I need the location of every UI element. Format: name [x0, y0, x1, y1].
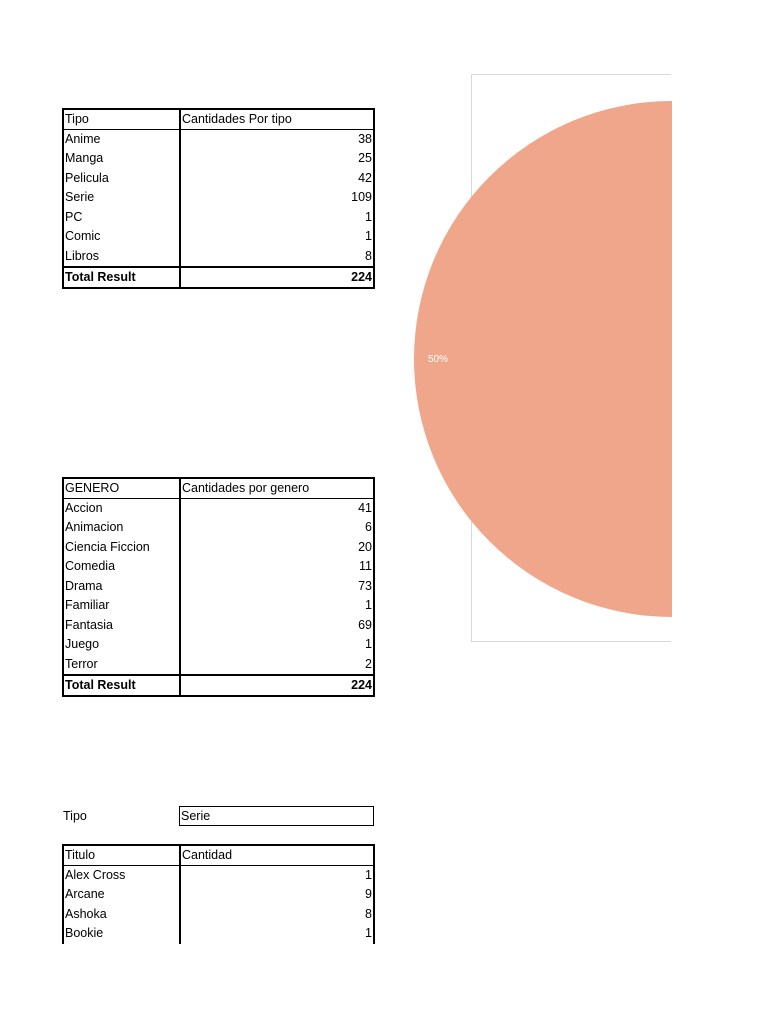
- table-row: [63, 149, 374, 169]
- table-row: [63, 247, 374, 267]
- table-row: [63, 130, 374, 150]
- column-header-cantidades[interactable]: Cantidades Por tipo: [180, 109, 374, 130]
- row-value[interactable]: 11: [180, 557, 374, 577]
- row-value[interactable]: 1: [180, 635, 374, 655]
- column-header-cantidad[interactable]: Cantidad: [180, 845, 374, 866]
- table-row: [63, 208, 374, 228]
- row-value[interactable]: 38: [180, 130, 374, 150]
- row-label[interactable]: Arcane: [63, 885, 180, 905]
- row-value[interactable]: 9: [180, 885, 374, 905]
- total-value[interactable]: 224: [180, 267, 374, 288]
- row-value[interactable]: 1: [180, 924, 374, 944]
- genero-pivot-table: [62, 477, 375, 697]
- table-row: [63, 616, 374, 636]
- row-label[interactable]: Manga: [63, 149, 180, 169]
- column-header-tipo[interactable]: Tipo: [63, 109, 180, 130]
- row-value[interactable]: 1: [180, 596, 374, 616]
- column-header-cantidades[interactable]: Cantidades por genero: [180, 478, 374, 499]
- row-label[interactable]: Juego: [63, 635, 180, 655]
- table-row: [63, 538, 374, 558]
- table-header-row: [63, 109, 374, 130]
- table-row: [63, 557, 374, 577]
- table-row: [63, 596, 374, 616]
- table-row: [63, 924, 374, 944]
- total-label[interactable]: Total Result: [63, 267, 180, 288]
- tipo-pivot-table: [62, 108, 375, 289]
- row-value[interactable]: 8: [180, 905, 374, 925]
- row-label[interactable]: Familiar: [63, 596, 180, 616]
- pie-chart: [428, 75, 672, 643]
- row-value[interactable]: 8: [180, 247, 374, 267]
- row-value[interactable]: 1: [180, 866, 374, 886]
- row-value[interactable]: 41: [180, 499, 374, 519]
- row-label[interactable]: Drama: [63, 577, 180, 597]
- table-row: [63, 655, 374, 675]
- row-label[interactable]: Bookie: [63, 924, 180, 944]
- table-header-row: [63, 478, 374, 499]
- total-row: [63, 267, 374, 288]
- row-value[interactable]: 73: [180, 577, 374, 597]
- row-label[interactable]: Ciencia Ficcion: [63, 538, 180, 558]
- row-label[interactable]: Pelicula: [63, 169, 180, 189]
- table-row: [63, 885, 374, 905]
- row-value[interactable]: 25: [180, 149, 374, 169]
- titulo-pivot-table: [62, 844, 375, 944]
- row-label[interactable]: Libros: [63, 247, 180, 267]
- pie-chart-frame[interactable]: [428, 74, 671, 642]
- row-label[interactable]: Fantasia: [63, 616, 180, 636]
- row-value[interactable]: 42: [180, 169, 374, 189]
- table-row: [63, 577, 374, 597]
- table-row: [63, 905, 374, 925]
- column-header-titulo[interactable]: Titulo: [63, 845, 180, 866]
- row-value[interactable]: 6: [180, 518, 374, 538]
- table-row: [63, 866, 374, 886]
- table-row: [63, 635, 374, 655]
- row-value[interactable]: 69: [180, 616, 374, 636]
- row-label[interactable]: Comic: [63, 227, 180, 247]
- table-header-row: [63, 845, 374, 866]
- table-row: [63, 499, 374, 519]
- filter-value-cell[interactable]: Serie: [179, 806, 374, 826]
- row-label[interactable]: Anime: [63, 130, 180, 150]
- row-value[interactable]: 1: [180, 227, 374, 247]
- row-value[interactable]: 2: [180, 655, 374, 675]
- row-label[interactable]: Alex Cross: [63, 866, 180, 886]
- pie-slice[interactable]: [414, 101, 672, 617]
- table-row: [63, 188, 374, 208]
- row-value[interactable]: 20: [180, 538, 374, 558]
- total-label[interactable]: Total Result: [63, 675, 180, 696]
- row-label[interactable]: Accion: [63, 499, 180, 519]
- row-label[interactable]: Comedia: [63, 557, 180, 577]
- table-row: [63, 518, 374, 538]
- slice-data-label: 50%: [428, 354, 449, 365]
- filter-label: Tipo: [63, 809, 87, 823]
- row-value[interactable]: 109: [180, 188, 374, 208]
- row-label[interactable]: Ashoka: [63, 905, 180, 925]
- column-header-genero[interactable]: GENERO: [63, 478, 180, 499]
- row-label[interactable]: Serie: [63, 188, 180, 208]
- total-value[interactable]: 224: [180, 675, 374, 696]
- row-value[interactable]: 1: [180, 208, 374, 228]
- row-label[interactable]: Terror: [63, 655, 180, 675]
- row-label[interactable]: PC: [63, 208, 180, 228]
- table-row: [63, 169, 374, 189]
- table-row: [63, 227, 374, 247]
- row-label[interactable]: Animacion: [63, 518, 180, 538]
- total-row: [63, 675, 374, 696]
